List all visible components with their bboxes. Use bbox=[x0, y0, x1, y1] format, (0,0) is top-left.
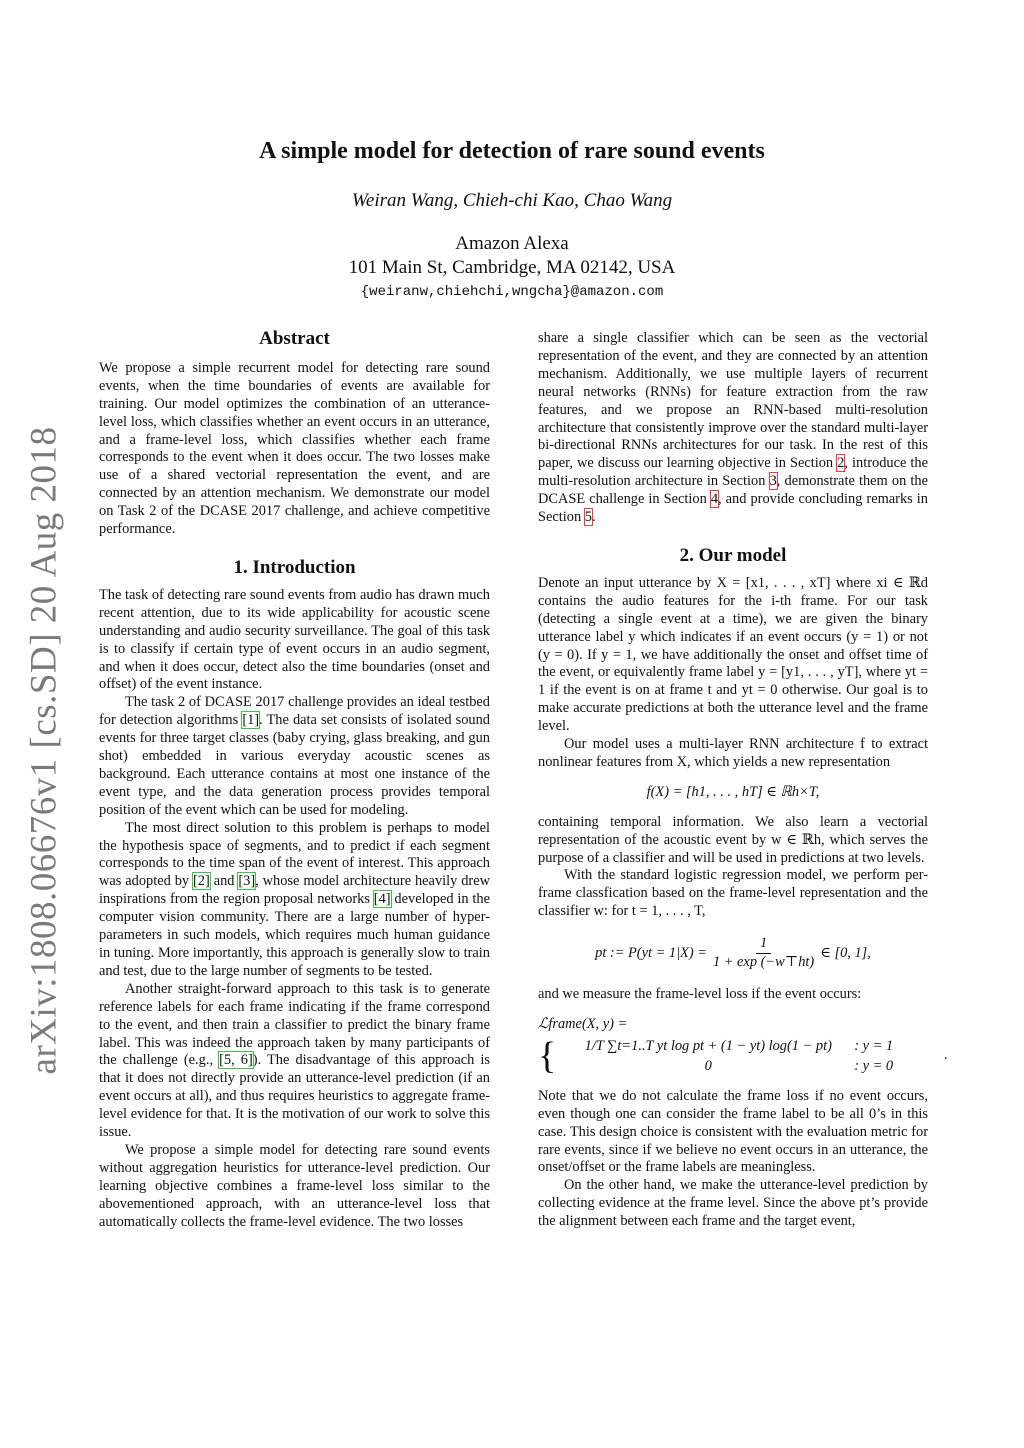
arxiv-stamp bbox=[14, 426, 74, 1074]
left-column bbox=[99, 330, 490, 1232]
equation-end-period: . bbox=[944, 1046, 948, 1063]
frame-loss-lhs: ℒframe(X, y) = bbox=[538, 1015, 628, 1032]
model-paragraph-2: Our model uses a multi-layer RNN architecture f to extract nonlinear features from X, which yields a new representation bbox=[538, 736, 928, 770]
authors: Weiran Wang, Chieh-chi Kao, Chao Wang bbox=[351, 190, 673, 211]
model-paragraph-1: Denote an input utterance by X = [x1, . . . , xT] where xi ∈ ℝd contains the audio features for the i-th frame. For our task (detecting a single event at a time), we are given the binary utterance label y which indicates if an event occurs (y = 1) or not (y = 0). If y = 1, we have additionally the onset and offset time of the event, or equivalently frame label y = [y1, . . . , yT], where yt = 1 if the event is on at frame t and yt = 0 otherwise. Our goal is to make accurate predictions at both the utterance level and the frame level. bbox=[538, 574, 928, 735]
model-heading: 2. Our model bbox=[679, 544, 787, 566]
intro-paragraph-2: The task 2 of DCASE 2017 challenge provides an ideal testbed for detection algorithms [1]. The data set consists of isolated sound events for three target classes (baby crying, glass breaking, and gun shot) embedded in various everyday acoustic scenes as background. Each utterance contains at most one instance of the event type, and the data generation process provides temporal position of the event which can be used for modeling. bbox=[99, 694, 490, 818]
intro-paragraph-3: The most direct solution to this problem is perhaps to model the hypothesis space of segments, and to predict if each segment corresponds to the time span of the event of interest. This approach was adopted by [2] and [3], whose model architecture heavily drew inspirations from the region proposal networks [4] developed in the computer vision community. There are a large number of hyper-parameters in such models, which requires much human guidance in tuning. More importantly, this approach is generally slow to train and test, due to the large number of segments to be tested. bbox=[99, 819, 490, 979]
affiliation-org: Amazon Alexa bbox=[455, 233, 569, 254]
equation-representation: f(X) = [h1, . . . , hT] ∈ ℝh×T, bbox=[646, 783, 820, 800]
section-link-4[interactable]: 4 bbox=[710, 491, 719, 508]
section-link-5[interactable]: 5 bbox=[584, 509, 592, 526]
equation-frame-loss bbox=[538, 1015, 948, 1077]
model-paragraph-6: Note that we do not calculate the frame loss if no event occurs, even though one can consider the frame label to be all 0’s in this case. This design choice is consistent with the evaluation metric for rare events, since if we believe no event occurs in an utterance, the onset/offset or the frame labels are meaningless. bbox=[538, 1087, 928, 1176]
case-1-expression: 1/T ∑t=1..T yt log pt + (1 − yt) log(1 − pt) bbox=[584, 1037, 832, 1054]
section-link-2[interactable]: 2 bbox=[837, 455, 845, 472]
right-column bbox=[538, 330, 948, 1231]
equation-logistic-lhs: pt := P(yt = 1|X) = bbox=[595, 944, 707, 961]
case-2-expression: 0 bbox=[704, 1057, 712, 1074]
fraction-denominator: 1 + exp (−w⊤ht) bbox=[712, 954, 815, 971]
citation-3[interactable]: [3] bbox=[238, 873, 256, 890]
arxiv-id: arXiv:1808.06676v1 [cs.SD] 20 Aug 2018 bbox=[23, 426, 65, 1074]
intro-paragraph-1: The task of detecting rare sound events from audio has drawn much recent attention, due to its wide applicability for acoustic scene understanding and audio security surveillance. The goal of this task is to classify if certain type of event occurs in an audio segment, and when it does occur, detect also the time boundaries (onset and offset) of the event instance. bbox=[99, 586, 490, 693]
abstract-heading: Abstract bbox=[259, 328, 330, 349]
model-paragraph-3: containing temporal information. We also learn a vectorial representation of the acoustic event by w ∈ ℝh, which serves the purpose of a classifier and will be used in predictions at two levels. bbox=[538, 813, 928, 866]
citation-5-6[interactable]: [5, 6] bbox=[219, 1052, 253, 1069]
equation-logistic bbox=[538, 935, 928, 972]
case-1-condition: : y = 1 bbox=[854, 1037, 894, 1054]
model-paragraph-7: On the other hand, we make the utterance-level prediction by collecting evidence at the frame level. Since the above pt’s provide the alignment between each frame and the target event, bbox=[538, 1177, 928, 1230]
affiliation-address: 101 Main St, Cambridge, MA 02142, USA bbox=[348, 257, 676, 278]
model-paragraph-4: With the standard logistic regression model, we perform per-frame classfication based on the frame-level representation and the classifier w: for t = 1, . . . , T, bbox=[538, 867, 928, 920]
intro-heading: 1. Introduction bbox=[233, 556, 356, 578]
paper-title: A simple model for detection of rare sound events bbox=[259, 138, 765, 164]
affiliation bbox=[0, 232, 1024, 280]
fraction-numerator: 1 bbox=[756, 935, 771, 954]
citation-2[interactable]: [2] bbox=[193, 873, 210, 890]
equation-logistic-fraction bbox=[713, 935, 814, 972]
email: {weiranw,chiehchi,wngcha}@amazon.com bbox=[360, 284, 664, 300]
section-link-3[interactable]: 3 bbox=[769, 473, 777, 490]
left-brace-icon: { bbox=[538, 1034, 557, 1077]
citation-1[interactable]: [1] bbox=[242, 712, 260, 729]
intro-paragraph-5: We propose a simple model for detecting rare sound events without aggregation heuristics for utterance-level prediction. Our learning objective combines a frame-level loss similar to the abovementioned approach, with an utterance-level loss that automatically collects the frame-level evidence. The two losses bbox=[99, 1141, 490, 1230]
intro-paragraph-4: Another straight-forward approach to this task is to generate reference labels for each frame indicating if the frame correspond to the event, and then train a classifier to predict the binary frame label. This was indeed the approach taken by many participants of the challenge (e.g., [5, 6]). The disadvantage of this approach is that it does not directly provide an utterance-level prediction (if an event occurs at all), and thus requires heuristics to aggregate frame-level evidence for that. It is the motivation of our work to solve this issue. bbox=[99, 980, 490, 1141]
abstract-text: We propose a simple recurrent model for detecting rare sound events, when the time boundaries of events are available for training. Our model optimizes the combination of an utterance-level loss, which classifies whether an event occurs in an utterance, and a frame-level loss, which classifies whether each frame corresponds to the event when it does occur. The two losses make use of a shared vectorial representation the event, and are connected by an attention mechanism. We demonstrate our model on Task 2 of the DCASE 2017 challenge, and achieve competitive performance. bbox=[99, 359, 490, 538]
frame-loss-cases bbox=[538, 1034, 948, 1077]
model-paragraph-5: and we measure the frame-level loss if the event occurs: bbox=[538, 986, 862, 1002]
equation-logistic-rhs: ∈ [0, 1], bbox=[820, 944, 871, 961]
intro-continued: share a single classifier which can be seen as the vectorial representation of the event, and they are connected by an attention mechanism. Additionally, we use multiple layers of recurrent neural networks (RNNs) for feature extraction from the raw features, and we propose an RNN-based multi-resolution architecture that consistently improve over the standard multi-layer bi-directional RNNs architectures for our task. In the rest of this paper, we discuss our learning objective in Section 2, introduce the multi-resolution architecture in Section 3, demonstrate them on the DCASE challenge in Section 4, and provide concluding remarks in Section 5. bbox=[538, 330, 929, 526]
case-2-condition: : y = 0 bbox=[854, 1057, 894, 1074]
citation-4[interactable]: [4] bbox=[373, 891, 391, 908]
